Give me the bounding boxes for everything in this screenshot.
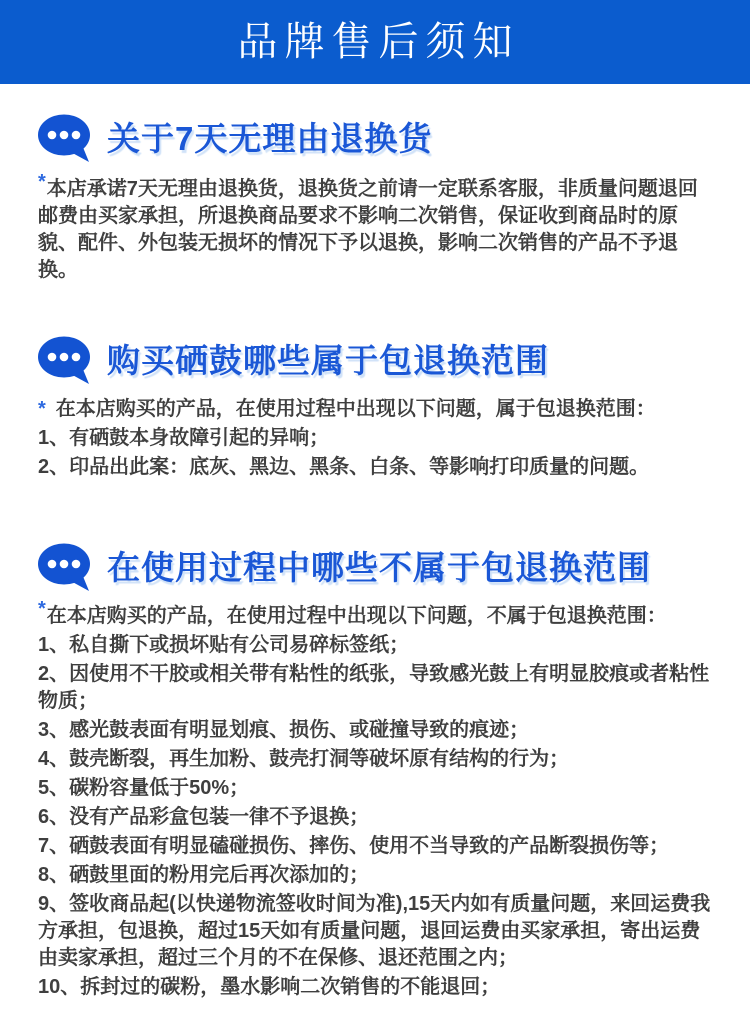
intro-text: 在本店购买的产品，在使用过程中出现以下问题，属于包退换范围： <box>55 398 656 420</box>
list-item: 7、硒鼓表面有明显磕碰损伤、摔伤、使用不当导致的产品断裂损伤等； <box>38 835 670 857</box>
section-header <box>38 336 712 386</box>
section-intro <box>38 171 712 284</box>
section-title: 关于7天无理由退换货 <box>107 119 433 157</box>
list-item: 3、感光鼓表面有明显划痕、损伤、或碰撞导致的痕迹； <box>38 719 530 741</box>
section-intro <box>38 598 712 630</box>
page-header <box>0 0 750 84</box>
section-not-covered-scope <box>38 543 712 1001</box>
list-item: 8、硒鼓里面的粉用完后再次添加的； <box>38 864 370 886</box>
section-intro <box>38 396 712 423</box>
section-7day-return <box>38 114 712 284</box>
list-item: 9、签收商品起(以快递物流签收时间为准),15天内如有质量问题，来回运费我方承担，包退换，超过15天如有质量问题，退回运费由买家承担，寄出运费由卖家承担，超过三个月的不在保修、退还范围之内； <box>38 893 711 969</box>
star-marker: * <box>38 171 46 193</box>
list-item: 6、没有产品彩盒包装一律不予退换； <box>38 806 370 828</box>
list-item: 2、印品出此案：底灰、黑边、黑条、白条、等影响打印质量的问题。 <box>38 456 650 478</box>
list-item: 4、鼓壳断裂，再生加粉、鼓壳打洞等破坏原有结构的行为； <box>38 748 570 770</box>
section-covered-scope <box>38 336 712 481</box>
chat-bubble-icon <box>38 336 92 386</box>
page-title: 品牌售后须知 <box>237 20 520 64</box>
list-item: 2、因使用不干胶或相关带有粘性的纸张，导致感光鼓上有明显胶痕或者粘性物质； <box>38 663 710 712</box>
section-title: 购买硒鼓哪些属于包退换范围 <box>107 341 549 379</box>
section-header <box>38 114 712 164</box>
section-title: 在使用过程中哪些不属于包退换范围 <box>107 548 651 586</box>
intro-text: 在本店购买的产品，在使用过程中出现以下问题，不属于包退换范围： <box>46 605 667 627</box>
list-item: 10、拆封过的碳粉，墨水影响二次销售的不能退回； <box>38 976 501 998</box>
intro-text: 本店承诺7天无理由退换货，退换货之前请一定联系客服，非质量问题退回邮费由买家承担，所退换商品要求不影响二次销售，保证收到商品时的原貌、配件、外包装无损坏的情况下予以退换，影响二次销售的产品不予退换。 <box>38 178 698 281</box>
notice-content <box>0 114 750 1001</box>
chat-bubble-icon <box>38 543 92 593</box>
section-header <box>38 543 712 593</box>
list-item: 1、私自撕下或损坏贴有公司易碎标签纸； <box>38 634 410 656</box>
list-item: 5、碳粉容量低于50%； <box>38 777 250 799</box>
list-item: 1、有硒鼓本身故障引起的异响； <box>38 427 330 449</box>
chat-bubble-icon <box>38 114 92 164</box>
star-marker: * <box>38 398 46 420</box>
star-marker: * <box>38 598 46 620</box>
